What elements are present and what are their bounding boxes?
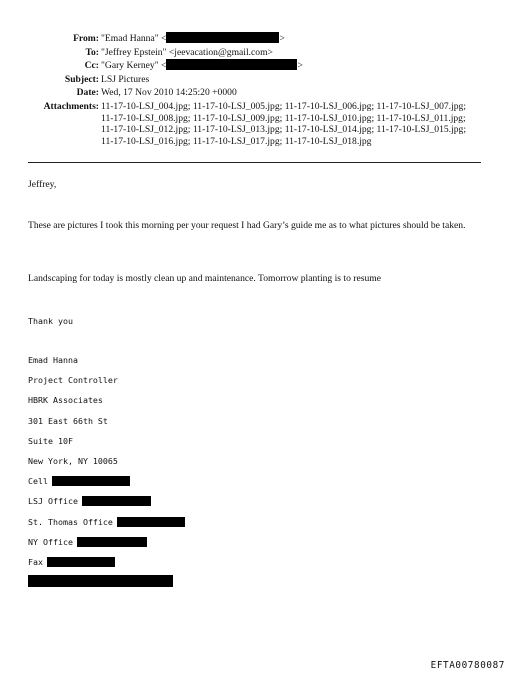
cell-number-redaction [52,476,130,486]
signature-address-2: Suite 10F [28,436,73,446]
ny-office-number-redaction [77,537,147,547]
signature-company: HBRK Associates [28,395,103,405]
ny-office-line [28,537,147,547]
from-label: From: [73,33,99,44]
attachments-value: 11-17-10-LSJ_004.jpg; 11-17-10-LSJ_005.jpg; 11-17-10-LSJ_006.jpg; 11-17-10-LSJ_007.jpg; 11-17-10-LSJ_008.jpg; 11-17-10-LSJ_009.jpg; 11-17-10-LSJ_010.jpg; 11-17-10-LSJ_011.jpg; 11-17-10-LSJ_012.jpg; 11-17-10-LSJ_013.jpg; 11-17-10-LSJ_014.jpg; 11-17-10-LSJ_015.jpg; 11-17-10-LSJ_016.jpg; 11-17-10-LSJ_017.jpg; 11-17-10-LSJ_018.jpg [101,100,466,147]
to-label: To: [85,46,99,58]
subject-row [0,74,512,86]
greeting: Jeffrey, [28,179,57,190]
date-label: Date: [76,87,99,99]
closing: Thank you [28,316,73,326]
from-prefix: "Emad Hanna" < [101,33,167,44]
email-header [0,33,512,149]
from-value [101,33,512,45]
ny-office-label: NY Office [28,537,73,547]
signature-title: Project Controller [28,375,118,385]
attachments-row [0,101,512,147]
cc-suffix: > [297,60,303,72]
signature-name: Emad Hanna [28,355,78,365]
st-thomas-office-label: St. Thomas Office [28,517,113,527]
date-row [0,87,512,99]
body-paragraph-2: Landscaping for today is mostly clean up and maintenance. Tomorrow planting is to resume [28,273,381,284]
attachments-label: Attachments: [43,100,99,112]
st-thomas-office-line [28,517,185,527]
lsj-office-label: LSJ Office [28,496,78,506]
subject-label: Subject: [64,73,99,85]
date-value: Wed, 17 Nov 2010 14:25:20 +0000 [101,87,237,99]
st-thomas-office-number-redaction [117,517,185,527]
lsj-office-number-redaction [82,496,151,506]
signature-address-1: 301 East 66th St [28,416,108,426]
signature-city: New York, NY 10065 [28,456,118,466]
fax-line [28,557,115,567]
cc-prefix: "Gary Kerney" < [101,60,167,72]
cell-line [28,476,130,486]
cc-value [101,60,512,72]
from-suffix: > [279,33,285,44]
from-email-redaction [166,32,279,43]
header-divider [28,162,481,163]
to-value: "Jeffrey Epstein" <jeevacation@gmail.com> [101,46,273,58]
to-row [0,47,512,59]
lsj-office-line [28,496,151,506]
from-row [0,33,512,45]
body-paragraph-1: These are pictures I took this morning per your request I had Gary’s guide me as to what pictures should be taken. [28,220,466,231]
fax-label: Fax [28,557,43,567]
fax-number-redaction [47,557,115,567]
cc-label: Cc: [84,60,99,72]
signature-footer-redaction [28,575,173,587]
subject-value: LSJ Pictures [101,73,150,85]
bates-number: EFTA00780087 [430,660,505,671]
cc-email-redaction [166,59,297,70]
cell-label: Cell [28,476,48,486]
cc-row [0,60,512,72]
